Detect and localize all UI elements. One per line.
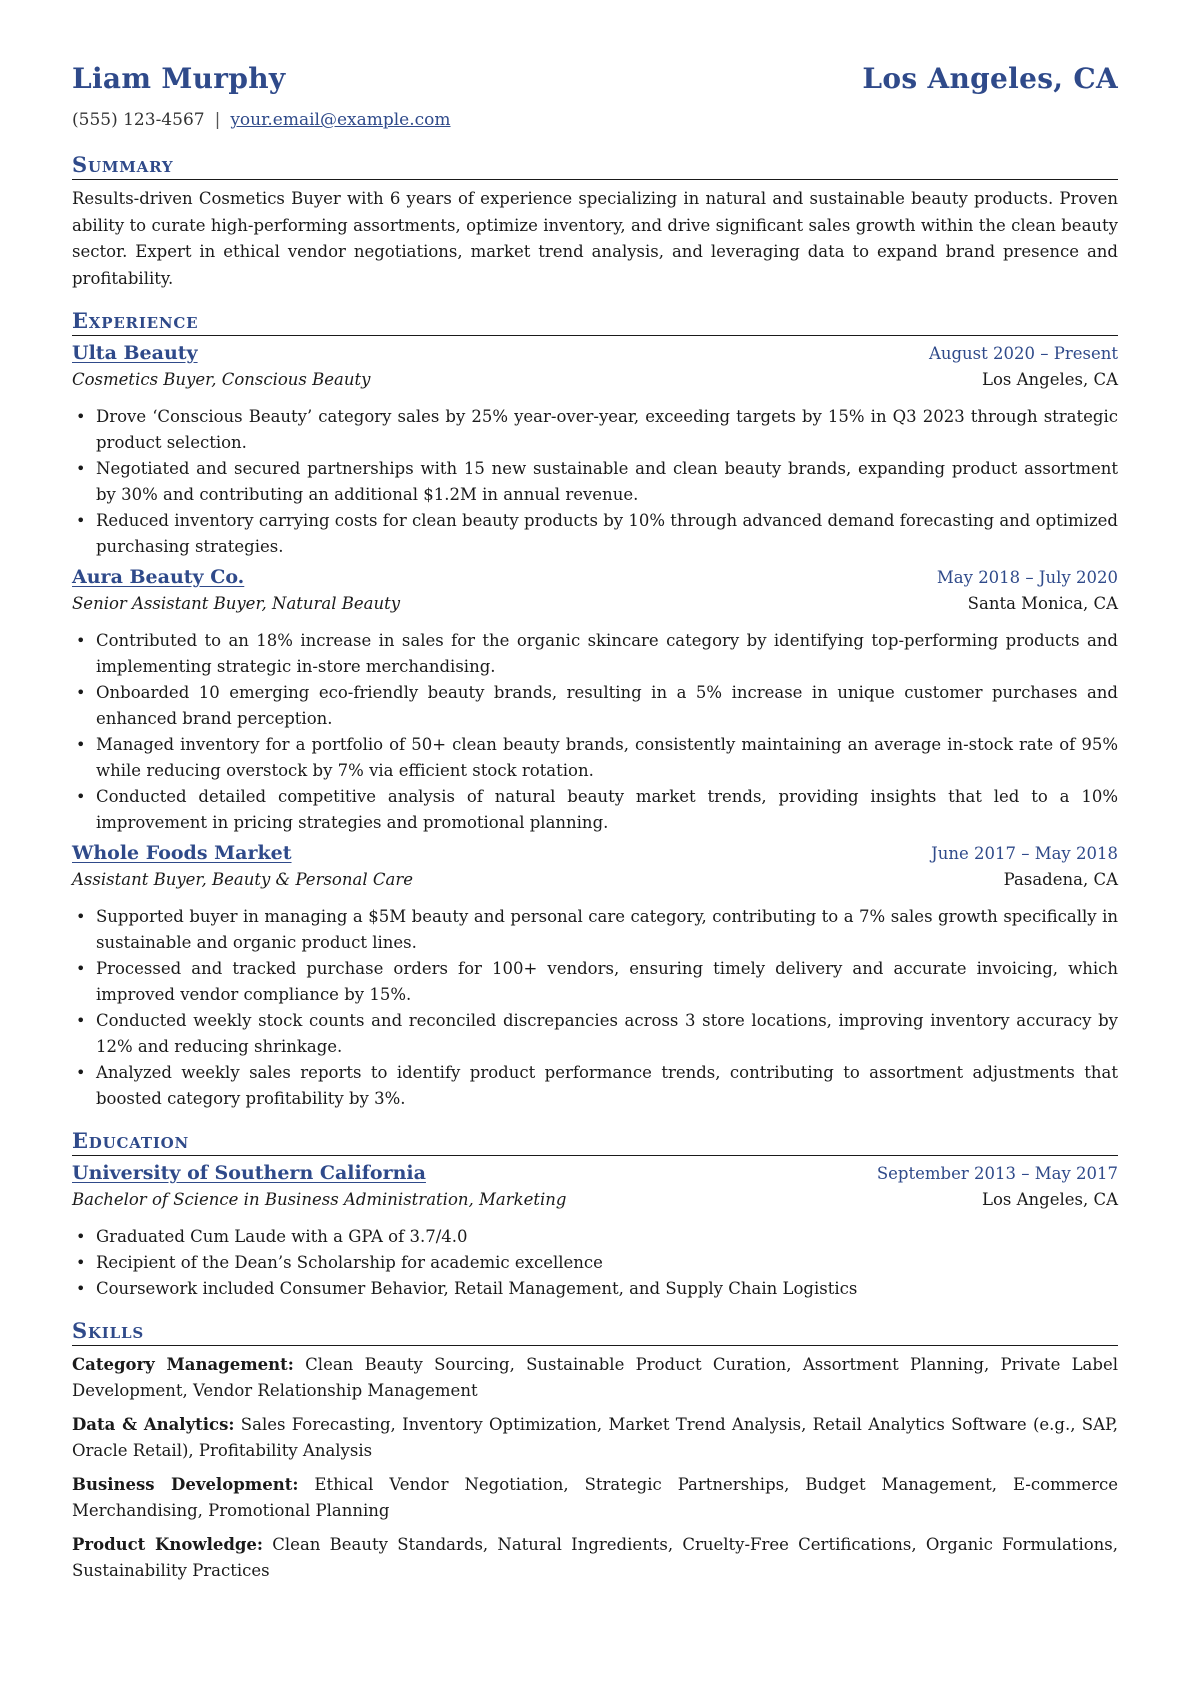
- bullet-item: • Negotiated and secured partnerships with 15 new sustainable and clean beauty brands, expanding product assortment by 30% and contributing an additional $1.2M in annual revenue.: [96, 456, 1118, 508]
- bullet-list: [72, 628, 1118, 836]
- date-range: August 2020 – Present: [928, 344, 1118, 363]
- section-header-skills: [72, 1318, 1118, 1346]
- role-title: Cosmetics Buyer, Conscious Beauty: [72, 370, 371, 389]
- skill-row: [72, 1412, 1118, 1464]
- skills-list: [72, 1352, 1118, 1584]
- candidate-location: Los Angeles, CA: [862, 62, 1118, 95]
- role-title: Bachelor of Science in Business Administration, Marketing: [72, 1190, 567, 1209]
- bullet-item: • Onboarded 10 emerging eco-friendly beauty brands, resulting in a 5% increase in unique customer purchases and enhanced brand perception.: [96, 680, 1118, 732]
- entry-location: Los Angeles, CA: [981, 1190, 1118, 1209]
- section-header-summary: [72, 152, 1118, 180]
- entry-header: [72, 342, 1118, 370]
- experience-entry: [72, 342, 1118, 560]
- bullet-list: [72, 404, 1118, 560]
- organization-link[interactable]: University of Southern California: [72, 1162, 426, 1184]
- skill-row: [72, 1532, 1118, 1584]
- bullet-item: • Recipient of the Dean’s Scholarship for academic excellence: [96, 1250, 1118, 1276]
- email-link[interactable]: your.email@example.com: [230, 110, 451, 130]
- section-title: Education: [72, 1128, 190, 1153]
- contact-separator: |: [214, 110, 221, 130]
- date-range: September 2013 – May 2017: [876, 1164, 1118, 1183]
- entry-subheader: [72, 870, 1118, 898]
- bullet-item: • Supported buyer in managing a $5M beauty and personal care category, contributing to a 7% sales growth specifically in sustainable and organic product lines.: [96, 904, 1118, 956]
- entry-location: Pasadena, CA: [1003, 870, 1118, 889]
- entry-subheader: [72, 370, 1118, 398]
- role-title: Assistant Buyer, Beauty & Personal Care: [72, 870, 413, 889]
- entry-header: [72, 1162, 1118, 1190]
- contact-line: [72, 110, 1118, 136]
- bullet-item: • Drove ‘Conscious Beauty’ category sales by 25% year-over-year, exceeding targets by 15% in Q3 2023 through strategic product selection.: [96, 404, 1118, 456]
- experience-entry: [72, 566, 1118, 836]
- section-title: Summary: [72, 152, 174, 177]
- skill-category: Data & Analytics:: [72, 1415, 235, 1434]
- bullet-list: [72, 1224, 1118, 1302]
- skill-row: [72, 1352, 1118, 1404]
- bullet-item: • Graduated Cum Laude with a GPA of 3.7/4.0: [96, 1224, 1118, 1250]
- header: [72, 62, 1118, 104]
- skill-category: Category Management:: [72, 1355, 294, 1374]
- entry-subheader: [72, 1190, 1118, 1218]
- section-title: Skills: [72, 1318, 144, 1343]
- skill-items: Clean Beauty Sourcing, Sustainable Product Curation, Assortment Planning, Private Label Development, Vendor Relationship Management: [72, 1355, 1118, 1400]
- bullet-item: • Managed inventory for a portfolio of 50+ clean beauty brands, consistently maintaining an average in-stock rate of 95% while reducing overstock by 7% via efficient stock rotation.: [96, 732, 1118, 784]
- section-header-education: [72, 1128, 1118, 1156]
- skill-items: Ethical Vendor Negotiation, Strategic Partnerships, Budget Management, E-commerce Merchandising, Promotional Planning: [72, 1475, 1119, 1520]
- entry-location: Santa Monica, CA: [967, 594, 1118, 613]
- bullet-item: • Contributed to an 18% increase in sales for the organic skincare category by identifying top-performing products and implementing strategic in-store merchandising.: [96, 628, 1118, 680]
- bullet-item: • Coursework included Consumer Behavior, Retail Management, and Supply Chain Logistics: [96, 1276, 1118, 1302]
- skill-category: Business Development:: [72, 1475, 299, 1494]
- section-title: Experience: [72, 308, 199, 333]
- organization-link[interactable]: Ulta Beauty: [72, 342, 198, 364]
- candidate-name: Liam Murphy: [72, 62, 286, 95]
- bullet-item: • Analyzed weekly sales reports to identify product performance trends, contributing to assortment adjustments that boosted category profitability by 3%.: [96, 1060, 1118, 1112]
- skill-category: Product Knowledge:: [72, 1535, 264, 1554]
- education-entry: [72, 1162, 1118, 1302]
- bullet-item: • Reduced inventory carrying costs for clean beauty products by 10% through advanced demand forecasting and optimized purchasing strategies.: [96, 508, 1118, 560]
- bullet-item: • Conducted detailed competitive analysis of natural beauty market trends, providing insights that led to a 10% improvement in pricing strategies and promotional planning.: [96, 784, 1118, 836]
- role-title: Senior Assistant Buyer, Natural Beauty: [72, 594, 401, 613]
- bullet-item: • Conducted weekly stock counts and reconciled discrepancies across 3 store locations, improving inventory accuracy by 12% and reducing shrinkage.: [96, 1008, 1118, 1060]
- entry-header: [72, 842, 1118, 870]
- organization-link[interactable]: Whole Foods Market: [72, 842, 292, 864]
- skill-row: [72, 1472, 1118, 1524]
- entry-header: [72, 566, 1118, 594]
- skill-items: Sales Forecasting, Inventory Optimization, Market Trend Analysis, Retail Analytics Software (e.g., SAP, Oracle Retail), Profitability Analysis: [72, 1415, 1119, 1460]
- entry-subheader: [72, 594, 1118, 622]
- date-range: June 2017 – May 2018: [931, 844, 1118, 863]
- organization-link[interactable]: Aura Beauty Co.: [72, 566, 245, 588]
- experience-entry: [72, 842, 1118, 1112]
- section-header-experience: [72, 308, 1118, 336]
- entry-location: Los Angeles, CA: [981, 370, 1118, 389]
- bullet-list: [72, 904, 1118, 1112]
- date-range: May 2018 – July 2020: [936, 568, 1118, 587]
- education-list: [72, 1162, 1118, 1302]
- experience-list: [72, 342, 1118, 1112]
- bullet-item: • Processed and tracked purchase orders for 100+ vendors, ensuring timely delivery and accurate invoicing, which improved vendor compliance by 15%.: [96, 956, 1118, 1008]
- skill-items: Clean Beauty Standards, Natural Ingredients, Cruelty-Free Certifications, Organic Formulations, Sustainability Practices: [72, 1535, 1118, 1580]
- summary-text: Results-driven Cosmetics Buyer with 6 years of experience specializing in natural and sustainable beauty products. Proven ability to curate high-performing assortments, optimize inventory, and drive significant sales growth within the clean beauty sector. Expert in ethical vendor negotiations, market trend analysis, and leveraging data to expand brand presence and profitability.: [72, 189, 1118, 288]
- phone-number: (555) 123-4567: [72, 110, 205, 130]
